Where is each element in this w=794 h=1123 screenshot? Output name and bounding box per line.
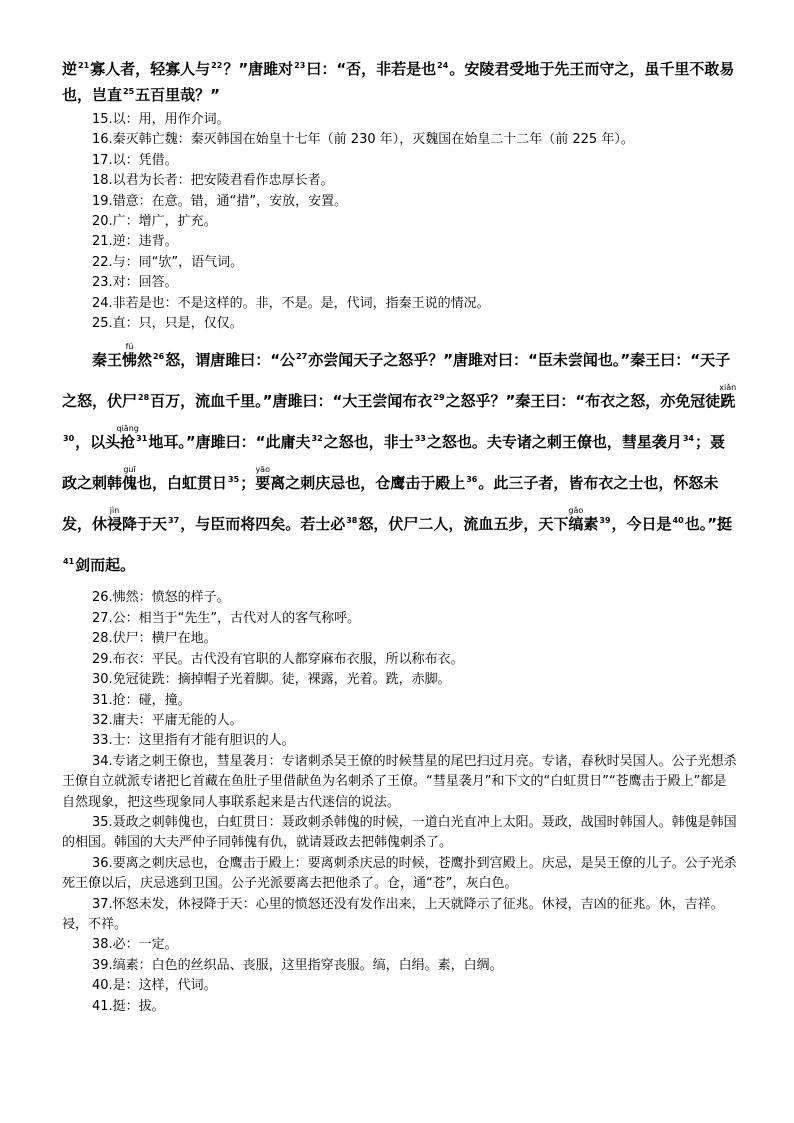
footnote-ref: 39 <box>599 516 611 526</box>
note-item: 33.士：这里指有才能有胆识的人。 <box>92 733 295 749</box>
footnote-ref: 40 <box>672 516 684 526</box>
note-item: 37.怀怒未发，休祲降于天：心里的愤怒还没有发作出来，上天就降示了征兆。休祲，吉凶的征兆。休，吉祥。祲，不祥。 <box>62 896 724 932</box>
footnote-ref: 34 <box>682 434 694 444</box>
footnote-ref: 41 <box>63 557 75 567</box>
footnote-ref: 36 <box>466 475 478 485</box>
note-item: 41.挺：拔。 <box>92 998 165 1014</box>
ruby-yao: 要yāo <box>255 465 271 493</box>
note-item: 19.错意：在意。错，通“措”，安放，安置。 <box>92 193 348 209</box>
note-item: 39.缟素：白色的丝织品、丧服，这里指穿丧服。缟，白绢。素，白绸。 <box>92 957 503 973</box>
footnote-ref: 24 <box>437 61 449 70</box>
footnote-ref: 28 <box>138 393 150 403</box>
passage-text: 也。”挺 <box>684 515 733 534</box>
note-item: 31.抢：碰，撞。 <box>92 692 191 708</box>
pinyin-annotation: qiāng <box>116 424 139 434</box>
note-item: 18.以君为长者：把安陵君看作忠厚长者。 <box>92 173 334 189</box>
passage-text: 怒，伏尸二人，流血五步，天下 <box>358 515 569 534</box>
passage-text: 。此三子者，皆布衣之士也，怀怒未发，休 <box>62 474 719 534</box>
passage-text: ，与臣而将四矣。若士必 <box>180 515 346 534</box>
notes-list-2 <box>62 588 738 1017</box>
ruby-gui: 傀guī <box>122 465 138 493</box>
note-item: 40.是：这样，代词。 <box>92 978 217 994</box>
note-item: 28.伏尸：横尸在地。 <box>92 631 217 647</box>
footnote-ref: 26 <box>153 352 165 362</box>
note-item: 36.要离之刺庆忌也，仓鹰击于殿上：要离刺杀庆忌的时候，苍鹰扑到宫殿上。庆忌，是吴王僚的儿子。公子光杀死王僚以后，庆忌逃到卫国。公子光派要离去把他杀了。仓，通“苍”，灰白色。 <box>62 855 737 892</box>
passage-main <box>62 340 738 586</box>
ruby-fu: 怫fú <box>122 342 138 370</box>
footnote-ref: 31 <box>136 434 148 444</box>
note-item: 24.非若是也：不是这样的。非，不是。是，代词，指秦王说的情况。 <box>92 295 490 311</box>
note-item: 16.秦灭韩亡魏：秦灭韩国在始皇十七年（前 230 年），灭魏国在始皇二十二年（前 225 年）。 <box>92 132 634 148</box>
note-item: 22.与：同“欤”，语气词。 <box>92 254 244 270</box>
note-item: 38.必：一定。 <box>92 937 178 953</box>
footnote-ref: 32 <box>311 434 323 444</box>
footnote-ref: 30 <box>63 434 75 444</box>
note-item: 20.广：增广，扩充。 <box>92 214 217 230</box>
footnote-ref: 23 <box>294 61 306 70</box>
note-item: 29.布衣：平民。古代没有官职的人都穿麻布衣服，所以称布衣。 <box>92 651 464 667</box>
pinyin-annotation: guī <box>122 465 138 475</box>
footnote-ref: 37 <box>168 516 180 526</box>
passage-text: 秦王 <box>92 351 123 370</box>
note-item: 15.以：用，用作介词。 <box>92 112 230 127</box>
ruby-gao: 缟gǎo <box>568 506 584 534</box>
passage-text: 素 <box>583 515 599 534</box>
passage-text: 逆 <box>62 60 78 78</box>
document-page <box>62 56 738 1017</box>
note-item: 27.公：相当于“先生”，古代对人的客气称呼。 <box>92 610 361 626</box>
passage-text: 曰：“否，非若是也 <box>306 60 437 78</box>
pinyin-annotation: xiǎn <box>719 383 737 393</box>
passage-text: 降于天 <box>122 515 168 534</box>
passage-text: 也，白虹贯日 <box>137 474 228 493</box>
ruby-jin: 祲jìn <box>107 506 123 534</box>
footnote-ref: 25 <box>123 87 135 96</box>
passage-text: ？”唐雎对 <box>223 60 294 78</box>
passage-continuation <box>62 56 738 108</box>
pinyin-annotation: gǎo <box>568 506 584 516</box>
note-item: 32.庸夫：平庸无能的人。 <box>92 712 243 728</box>
footnote-ref: 35 <box>228 475 240 485</box>
passage-text: 百万，流血千里。”唐雎曰：“大王尝闻布衣 <box>150 392 433 411</box>
ruby-xian: 跣xiǎn <box>719 383 737 411</box>
passage-text: 离之刺庆忌也，仓鹰击于殿上 <box>270 474 466 493</box>
passage-text: ，今日是 <box>611 515 672 534</box>
note-item: 21.逆：违背。 <box>92 234 178 250</box>
pinyin-annotation: jìn <box>107 506 123 516</box>
passage-text: 。安陵君受地于先王而守之，虽千里不敢易也，岂直 <box>62 60 735 104</box>
footnote-ref: 22 <box>211 61 223 70</box>
footnote-ref: 29 <box>433 393 445 403</box>
passage-text: 怒，谓唐雎曰：“公 <box>165 351 296 370</box>
note-item: 17.以：凭借。 <box>92 152 178 168</box>
passage-text: 剑而起。 <box>75 556 136 575</box>
note-item: 35.聂政之刺韩傀也，白虹贯日：聂政刺杀韩傀的时候，一道白光直冲上太阳。聂政，战国时韩国人。韩傀是韩国的相国。韩国的大夫严仲子同韩傀有仇，就请聂政去把韩傀刺杀了。 <box>62 814 737 851</box>
note-item: 26.怫然：愤怒的样子。 <box>92 590 230 606</box>
passage-text: 地耳。”唐雎曰：“此庸夫 <box>148 433 311 452</box>
passage-text: 寡人者，轻寡人与 <box>90 60 211 78</box>
footnote-ref: 21 <box>78 61 90 70</box>
passage-text: 五百里哉？” <box>135 86 221 104</box>
passage-text: 之怒也，非士 <box>323 433 414 452</box>
passage-text: 之怒也。夫专诸之刺王僚也，彗星袭月 <box>426 433 682 452</box>
passage-text: 之怒乎？”秦王曰：“布衣之怒，亦免冠徒 <box>445 392 721 411</box>
passage-text: 亦尝闻天子之怒乎？”唐雎对曰：“臣未尝闻也。”秦王曰：“天子之怒，伏尸 <box>62 351 731 411</box>
note-item: 25.直：只，只是，仅仅。 <box>92 316 243 332</box>
passage-text: ；聂政之刺韩 <box>62 433 725 493</box>
footnote-ref: 38 <box>346 516 358 526</box>
passage-text: ，以头 <box>75 433 121 452</box>
note-item: 23.对：回答。 <box>92 275 178 291</box>
ruby-qiang: 抢qiāng <box>116 424 139 452</box>
pinyin-annotation: fú <box>122 342 138 352</box>
pinyin-annotation: yāo <box>255 465 271 475</box>
note-item: 30.免冠徒跣：摘掉帽子光着脚。徒，裸露，光着。跣，赤脚。 <box>92 672 451 688</box>
footnote-ref: 33 <box>414 434 426 444</box>
passage-text: 然 <box>137 351 153 370</box>
footnote-ref: 27 <box>296 352 308 362</box>
note-item: 34.专诸之刺王僚也，彗星袭月：专诸刺杀吴王僚的时候彗星的尾巴扫过月亮。专诸，春秋时吴国人。公子光想杀王僚自立就派专诸把匕首藏在鱼肚子里借献鱼为名刺杀了王僚。“彗星袭月”和下文的“白虹贯日”“苍鹰击于殿上”都是自然现象，把这些现象同人事联系起来是古代迷信的说法。 <box>62 753 737 810</box>
notes-list-1 <box>62 110 738 334</box>
passage-text: ； <box>240 474 256 493</box>
